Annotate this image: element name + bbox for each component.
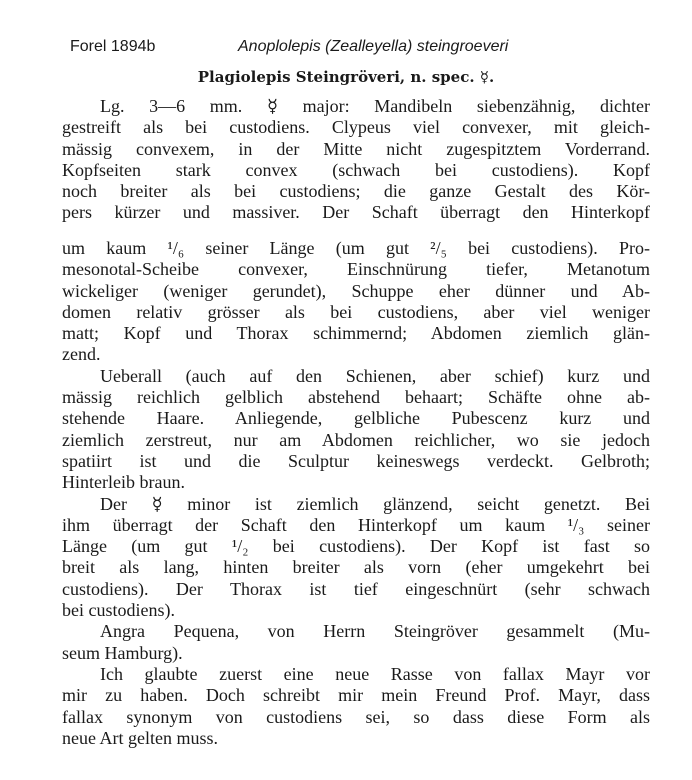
text-line: wickeliger (weniger gerundet), Schuppe eher dünner und Ab- [62, 280, 650, 301]
text-line: Angra Pequena, von Herrn Steingröver gesammelt (Mu- [100, 621, 650, 642]
text-line: bei custodiens). [62, 600, 175, 621]
text-line: zend. [62, 344, 101, 365]
text-line: ziemlich zerstreut, nur am Abdomen reichlicher, wo sie jedoch [62, 429, 650, 450]
text-line: spatiirt ist und die Sculptur keineswegs verdeckt. Gelbroth; [62, 450, 650, 471]
text-line: mässig reichlich gelblich abstehend behaart; Schäfte ohne ab- [62, 387, 650, 408]
text-line: mir zu haben. Doch schreibt mir mein Freund Prof. Mayr, dass [62, 685, 650, 706]
text-line: Der ☿ minor ist ziemlich glänzend, seicht genetzt. Bei [100, 493, 650, 514]
text-line: mesonotal-Scheibe convexer, Einschnürung tiefer, Metanotum [62, 259, 650, 280]
text-line: stehende Haare. Anliegende, gelbliche Pubescenz kurz und [62, 408, 650, 429]
text-line: breit als lang, hinten breiter als vorn (eher umgekehrt bei [62, 557, 650, 578]
taxon-name: Anoplolepis (Zealleyella) steingroeveri [238, 38, 509, 55]
species-title: Plagiolepis Steingröveri, n. spec. ☿. [197, 68, 495, 86]
text-line: Ich glaubte zuerst eine neue Rasse von fallax Mayr vor [100, 663, 650, 684]
text-line: Länge (um gut ¹/₂ bei custodiens). Der Kopf ist fast so [62, 536, 650, 557]
text-line: domen relativ grösser als bei custodiens, aber viel weniger [62, 301, 650, 322]
text-line: matt; Kopf und Thorax schimmernd; Abdomen ziemlich glän- [62, 323, 650, 344]
citation-label: Forel 1894b [70, 38, 156, 55]
text-line: ihm überragt der Schaft den Hinterkopf um kaum ¹/₃ seiner [62, 514, 650, 535]
text-line: Ueberall (auch auf den Schienen, aber schief) kurz und [100, 365, 650, 386]
text-line: pers kürzer und massiver. Der Schaft überragt den Hinterkopf [62, 202, 650, 223]
text-line: Lg. 3—6 mm. ☿ major: Mandibeln siebenzähnig, dichter [100, 96, 650, 116]
text-block-1 [62, 96, 650, 224]
text-line: seum Hamburg). [62, 642, 183, 663]
text-line: fallax synonym von custodiens sei, so dass diese Form als [62, 706, 650, 727]
text-line: noch breiter als bei custodiens; die ganze Gestalt des Kör- [62, 181, 650, 202]
text-line: gestreift als bei custodiens. Clypeus viel convexer, mit gleich- [62, 117, 650, 138]
text-line: Kopfseiten stark convex (schwach bei custodiens). Kopf [62, 159, 650, 180]
text-line: neue Art gelten muss. [62, 727, 218, 748]
text-line: Hinterleib braun. [62, 472, 185, 493]
text-block-2 [62, 238, 650, 749]
text-line: mässig convexem, in der Mitte nicht zugespitztem Vorderrand. [62, 138, 650, 159]
text-line: custodiens). Der Thorax ist tief eingeschnürt (sehr schwach [62, 578, 650, 599]
page-header [70, 38, 672, 60]
text-line: um kaum ¹/₆ seiner Länge (um gut ²/₅ bei custodiens). Pro- [62, 238, 650, 258]
